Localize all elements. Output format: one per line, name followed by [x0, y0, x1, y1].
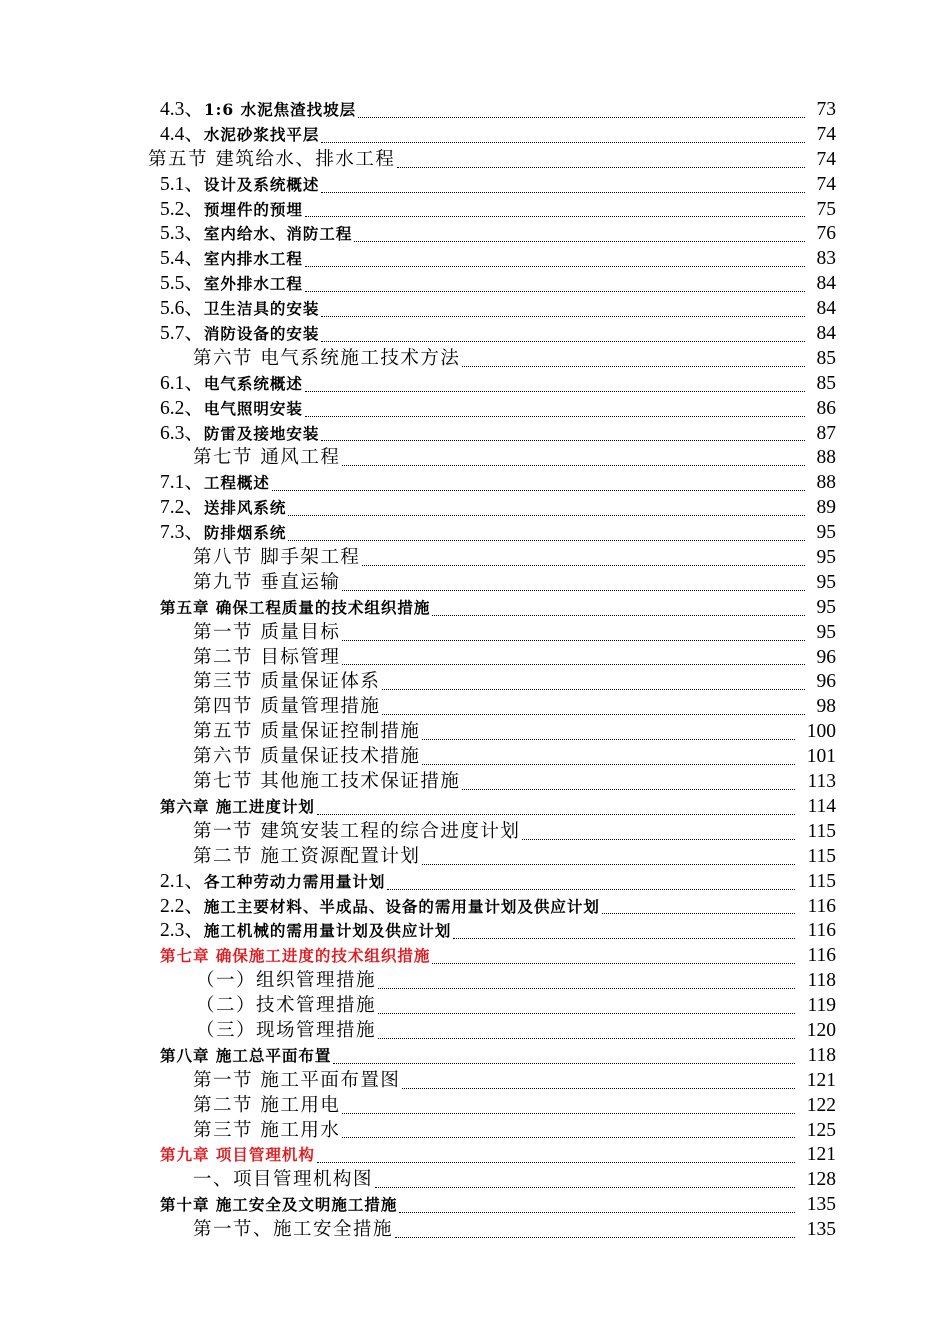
toc-entry-title: 预埋件的预埋: [203, 199, 303, 219]
dot-leader: [522, 838, 795, 840]
toc-entry[interactable]: [0, 1119, 950, 1144]
toc-entry-page-number: 84: [816, 323, 836, 345]
toc-entry[interactable]: [0, 422, 950, 447]
toc-entry[interactable]: [0, 1094, 950, 1119]
dot-leader: [305, 415, 805, 417]
toc-entry[interactable]: [0, 994, 950, 1019]
dot-leader: [422, 863, 795, 865]
toc-entry-title: 第九章 项目管理机构: [160, 1145, 315, 1165]
toc-entry-title: 第一节 建筑安装工程的综合进度计划: [193, 820, 521, 842]
toc-entry-title: 施工机械的需用量计划及供应计划: [203, 921, 452, 941]
dot-leader: [382, 688, 805, 690]
toc-entry-title: 一、项目管理机构图: [193, 1169, 374, 1191]
toc-entry-page-number: 96: [816, 671, 836, 693]
toc-entry-page-number: 95: [816, 621, 836, 643]
toc-entry-page-number: 135: [806, 1194, 836, 1216]
toc-entry[interactable]: [0, 870, 950, 895]
toc-entry[interactable]: [0, 1168, 950, 1193]
toc-entry-page-number: 96: [816, 646, 836, 668]
toc-entry-page-number: 87: [816, 422, 836, 444]
toc-entry-page-number: 85: [816, 372, 836, 394]
toc-entry-title: 1:6 水泥焦渣找坡层: [203, 100, 357, 119]
toc-entry-page-number: 116: [807, 920, 836, 942]
toc-entry-page-number: 121: [806, 1144, 836, 1166]
toc-entry-title: （三）现场管理措施: [196, 1019, 377, 1041]
toc-entry[interactable]: [0, 546, 950, 571]
toc-entry-number: 5.6、: [160, 298, 204, 320]
toc-entry-page-number: 135: [806, 1219, 836, 1241]
toc-entry-title: （一）组织管理措施: [196, 970, 377, 992]
dot-leader: [342, 589, 805, 591]
toc-entry-title: 第六节 电气系统施工技术方法: [193, 347, 461, 369]
toc-entry-title: 第一节、施工安全措施: [193, 1219, 394, 1241]
dot-leader: [333, 1062, 795, 1064]
toc-entry[interactable]: [0, 1044, 950, 1069]
toc-entry-page-number: 114: [807, 795, 836, 817]
toc-entry-page-number: 74: [816, 123, 836, 145]
toc-entry-title: 设计及系统概述: [203, 174, 320, 194]
toc-entry[interactable]: [0, 397, 950, 422]
toc-entry-page-number: 88: [816, 472, 836, 494]
toc-entry[interactable]: [0, 919, 950, 944]
toc-entry-title: 水泥砂浆找平层: [203, 124, 320, 144]
toc-entry-page-number: 89: [816, 497, 836, 519]
toc-entry-page-number: 120: [806, 1019, 836, 1041]
toc-entry-title: 第二节 施工资源配置计划: [193, 845, 421, 867]
toc-entry[interactable]: [0, 571, 950, 596]
dot-leader: [432, 614, 805, 616]
toc-entry-title: 第六章 施工进度计划: [160, 796, 315, 816]
dot-leader: [342, 663, 805, 665]
toc-entry-page-number: 100: [806, 721, 836, 743]
dot-leader: [288, 514, 805, 516]
toc-entry[interactable]: [0, 446, 950, 471]
dot-leader: [462, 365, 805, 367]
dot-leader: [321, 315, 805, 317]
dot-leader: [305, 215, 805, 217]
toc-entry-page-number: 115: [807, 820, 836, 842]
toc-entry-title: 室内排水工程: [203, 249, 303, 269]
dot-leader: [462, 788, 795, 790]
toc-entry-title: 第八节 脚手架工程: [193, 547, 361, 569]
toc-entry-title: 第二节 施工用电: [193, 1094, 341, 1116]
toc-entry-number: 6.3、: [160, 422, 204, 444]
toc-entry[interactable]: [0, 1218, 950, 1243]
dot-leader: [288, 539, 805, 541]
dot-leader: [342, 464, 805, 466]
toc-entry-page-number: 128: [806, 1169, 836, 1191]
toc-entry[interactable]: [0, 173, 950, 198]
dot-leader: [321, 439, 805, 441]
toc-entry[interactable]: [0, 1069, 950, 1094]
toc-entry[interactable]: [0, 1193, 950, 1218]
toc-entry-title: 室内给水、消防工程: [203, 224, 353, 244]
dot-leader: [305, 390, 805, 392]
dot-leader: [321, 191, 805, 193]
toc-entry[interactable]: [0, 247, 950, 272]
toc-entry-page-number: 95: [816, 571, 836, 593]
toc-entry-page-number: 74: [816, 148, 836, 170]
toc-entry[interactable]: [0, 98, 950, 123]
toc-entry-title: 第三节 质量保证体系: [193, 671, 381, 693]
toc-entry-page-number: 76: [816, 223, 836, 245]
dot-leader: [402, 1087, 795, 1089]
toc-entry-title: 第二节 目标管理: [193, 646, 341, 668]
toc-entry-number: 5.5、: [160, 273, 204, 295]
toc-entry-title: 送排风系统: [203, 498, 287, 518]
toc-entry-title: 消防设备的安装: [203, 324, 320, 344]
toc-entry-page-number: 95: [816, 596, 836, 618]
dot-leader: [342, 1136, 795, 1138]
toc-entry-title: 第八章 施工总平面布置: [160, 1045, 332, 1065]
toc-entry-title: 第五节 质量保证控制措施: [193, 721, 421, 743]
dot-leader: [362, 564, 805, 566]
toc-entry-number: 5.2、: [160, 198, 204, 220]
toc-entry-number: 2.3、: [160, 920, 204, 942]
toc-entry[interactable]: [0, 372, 950, 397]
dot-leader: [342, 1112, 795, 1114]
dot-leader: [317, 813, 795, 815]
toc-entry-page-number: 75: [816, 198, 836, 220]
dot-leader: [305, 290, 805, 292]
toc-entry-page-number: 85: [816, 347, 836, 369]
toc-entry-page-number: 125: [806, 1119, 836, 1141]
toc-entry-title: 第五节 建筑给水、排水工程: [148, 148, 396, 170]
toc-entry[interactable]: [0, 322, 950, 347]
dot-leader: [397, 166, 805, 168]
toc-entry-title: 卫生洁具的安装: [203, 299, 320, 319]
toc-entry[interactable]: [0, 646, 950, 671]
toc-entry-title: 工程概述: [203, 473, 270, 493]
toc-entry[interactable]: [0, 720, 950, 745]
toc-entry[interactable]: [0, 745, 950, 770]
toc-entry-title: 第六节 质量保证技术措施: [193, 746, 421, 768]
toc-entry-number: 2.1、: [160, 870, 204, 892]
toc-entry[interactable]: [0, 123, 950, 148]
toc-entry-page-number: 113: [807, 771, 836, 793]
dot-leader: [358, 116, 805, 118]
toc-entry-page-number: 119: [807, 995, 836, 1017]
toc-entry-title: 第五章 确保工程质量的技术组织措施: [160, 597, 431, 617]
toc-entry-page-number: 84: [816, 298, 836, 320]
dot-leader: [453, 937, 795, 939]
toc-entry-title: 电气系统概述: [203, 373, 303, 393]
toc-entry[interactable]: [0, 148, 950, 173]
toc-entry-page-number: 121: [806, 1069, 836, 1091]
toc-entry-page-number: 98: [816, 696, 836, 718]
toc-entry-number: 6.1、: [160, 372, 204, 394]
toc-entry-page-number: 118: [807, 970, 836, 992]
dot-leader: [354, 240, 805, 242]
toc-entry-title: 第四节 质量管理措施: [193, 696, 381, 718]
dot-leader: [432, 962, 795, 964]
toc-entry-title: 第十章 施工安全及文明施工措施: [160, 1195, 398, 1215]
toc-entry[interactable]: [0, 297, 950, 322]
toc-entry[interactable]: [0, 1019, 950, 1044]
toc-entry[interactable]: [0, 670, 950, 695]
toc-entry-page-number: 88: [816, 447, 836, 469]
dot-leader: [422, 763, 795, 765]
dot-leader: [378, 1012, 795, 1014]
toc-entry-title: 各工种劳动力需用量计划: [203, 871, 386, 891]
toc-entry-title: （二）技术管理措施: [196, 995, 377, 1017]
toc-entry-page-number: 118: [807, 1044, 836, 1066]
toc-entry[interactable]: [0, 198, 950, 223]
toc-entry-title: 第七章 确保施工进度的技术组织措施: [160, 946, 431, 966]
toc-entry-page-number: 115: [807, 845, 836, 867]
toc-entry-number: 5.4、: [160, 248, 204, 270]
toc-entry-page-number: 101: [806, 746, 836, 768]
toc-entry[interactable]: [0, 621, 950, 646]
dot-leader: [395, 1236, 795, 1238]
toc-entry-page-number: 74: [816, 173, 836, 195]
toc-entry[interactable]: [0, 222, 950, 247]
toc-entry[interactable]: [0, 471, 950, 496]
toc-entry-number: 4.4、: [160, 123, 204, 145]
toc-entry-number: 5.7、: [160, 323, 204, 345]
toc-entry[interactable]: [0, 347, 950, 372]
toc-entry-page-number: 86: [816, 397, 836, 419]
toc-entry-number: 5.1、: [160, 173, 204, 195]
toc-entry-title: 第一节 施工平面布置图: [193, 1069, 401, 1091]
toc-entry[interactable]: [0, 496, 950, 521]
dot-leader: [317, 1161, 795, 1163]
toc-entry[interactable]: [0, 272, 950, 297]
dot-leader: [305, 265, 805, 267]
toc-entry-page-number: 116: [807, 945, 836, 967]
toc-entry-number: 4.3、: [160, 99, 204, 120]
dot-leader: [422, 738, 795, 740]
dot-leader: [602, 912, 795, 914]
dot-leader: [321, 141, 805, 143]
toc-entry[interactable]: [0, 944, 950, 969]
toc-entry-number: 5.3、: [160, 223, 204, 245]
toc-entry-title: 第九节 垂直运输: [193, 571, 341, 593]
toc-entry-number: 2.2、: [160, 895, 204, 917]
toc-entry[interactable]: [0, 770, 950, 795]
toc-entry-title: 室外排水工程: [203, 274, 303, 294]
toc-entry[interactable]: [0, 521, 950, 546]
toc-entry[interactable]: [0, 820, 950, 845]
dot-leader: [399, 1211, 795, 1213]
dot-leader: [321, 340, 805, 342]
toc-entry[interactable]: [0, 695, 950, 720]
toc-entry-page-number: 95: [816, 547, 836, 569]
dot-leader: [375, 1186, 795, 1188]
toc-entry[interactable]: [0, 795, 950, 820]
dot-leader: [382, 713, 805, 715]
toc-entry-title: 第一节 质量目标: [193, 621, 341, 643]
toc-entry[interactable]: [0, 1143, 950, 1168]
toc-entry-number: 7.3、: [160, 522, 204, 544]
toc-entry[interactable]: [0, 895, 950, 920]
table-of-contents: [0, 98, 950, 1243]
dot-leader: [272, 489, 805, 491]
toc-entry-page-number: 116: [807, 895, 836, 917]
toc-entry-page-number: 115: [807, 870, 836, 892]
toc-entry[interactable]: [0, 845, 950, 870]
toc-entry-page-number: 83: [816, 248, 836, 270]
toc-entry-title: 第三节 施工用水: [193, 1119, 341, 1141]
toc-entry-page-number: 73: [816, 99, 836, 120]
toc-entry[interactable]: [0, 969, 950, 994]
toc-entry[interactable]: [0, 596, 950, 621]
toc-entry-title: 施工主要材料、半成品、设备的需用量计划及供应计划: [203, 896, 600, 916]
toc-entry-number: 7.2、: [160, 497, 204, 519]
toc-entry-number: 6.2、: [160, 397, 204, 419]
dot-leader: [378, 1037, 795, 1039]
dot-leader: [342, 639, 805, 641]
toc-entry-page-number: 95: [816, 522, 836, 544]
dot-leader: [387, 888, 795, 890]
dot-leader: [378, 987, 795, 989]
toc-entry-title: 第七节 其他施工技术保证措施: [193, 771, 461, 793]
toc-entry-title: 防雷及接地安装: [203, 423, 320, 443]
toc-entry-title: 第七节 通风工程: [193, 447, 341, 469]
toc-entry-title: 防排烟系统: [203, 523, 287, 543]
toc-entry-page-number: 122: [806, 1094, 836, 1116]
toc-entry-page-number: 84: [816, 273, 836, 295]
toc-entry-title: 电气照明安装: [203, 398, 303, 418]
toc-entry-number: 7.1、: [160, 472, 204, 494]
